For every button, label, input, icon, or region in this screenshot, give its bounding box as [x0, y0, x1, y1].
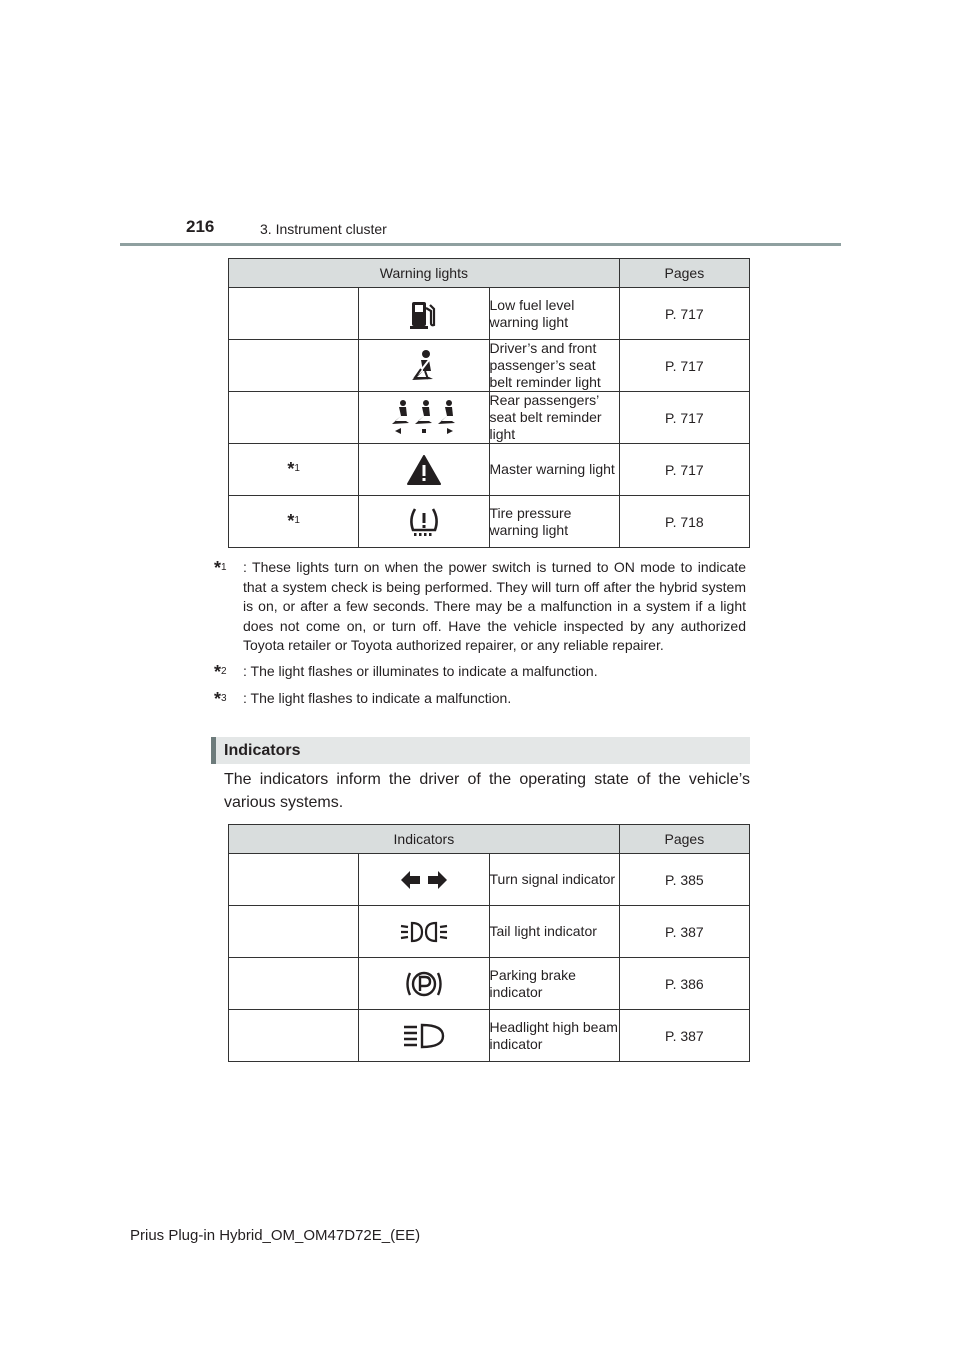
page-reference-link[interactable]: P. 385 [619, 854, 749, 906]
warning-lights-table [228, 258, 750, 548]
section-title: 3. Instrument cluster [260, 221, 387, 237]
col-header-pages: Pages [619, 259, 749, 288]
footnote-mark: *$^1$ [229, 496, 359, 548]
mark-cell [229, 854, 359, 906]
page-reference-link[interactable]: P. 717 [619, 288, 749, 340]
row-description: Tire pressure warning light [489, 496, 619, 548]
indicators-table [228, 824, 750, 1062]
table-row [229, 392, 750, 444]
table-row [229, 340, 750, 392]
page-reference-link[interactable]: P. 387 [619, 906, 749, 958]
tail-light-icon [359, 906, 489, 958]
col-header-indicators: Indicators [229, 825, 620, 854]
row-description: Master warning light [489, 444, 619, 496]
row-description: Rear passengers’ seat belt reminder light [489, 392, 619, 444]
col-header-pages: Pages [619, 825, 749, 854]
table-row [229, 1010, 750, 1062]
table-row [229, 906, 750, 958]
page-reference-link[interactable]: P. 717 [619, 392, 749, 444]
mark-cell [229, 1010, 359, 1062]
table-row [229, 496, 750, 548]
footnote-1 [214, 558, 746, 656]
footnote-text: : The light flashes or illuminates to indicate a malfunction. [243, 662, 598, 679]
master-warning-icon [359, 444, 489, 496]
footnotes [214, 558, 746, 717]
footnote-text: : These lights turn on when the power switch is turned to ON mode to indicate that a system check is being performed. They will turn off after the hybrid system is on, or after a few seconds. There may be a malfunction in a system if a light does not come on, or turn off. Have the vehicle inspected by any authorized Toyota retailer or Toyota authorized repairer, or any reliable repairer. [243, 559, 746, 653]
table-header-row [229, 825, 750, 854]
table-row [229, 854, 750, 906]
mark-cell [229, 288, 359, 340]
row-description: Turn signal indicator [489, 854, 619, 906]
row-description: Headlight high beam indicator [489, 1010, 619, 1062]
page-reference-link[interactable]: P. 718 [619, 496, 749, 548]
footnote-marker: *$^1$ [214, 558, 227, 578]
turn-signal-icon [359, 854, 489, 906]
table-row [229, 444, 750, 496]
mark-cell [229, 958, 359, 1010]
seat-belt-icon [359, 340, 489, 392]
parking-brake-icon [359, 958, 489, 1010]
header-rule [120, 243, 841, 246]
page-reference-link[interactable]: P. 386 [619, 958, 749, 1010]
footnote-2 [214, 662, 746, 684]
col-header-warning-lights: Warning lights [229, 259, 620, 288]
footer-document-id: Prius Plug-in Hybrid_OM_OM47D72E_(EE) [130, 1227, 421, 1244]
footnote-3 [214, 689, 746, 711]
table-row [229, 288, 750, 340]
row-description: Tail light indicator [489, 906, 619, 958]
table-row [229, 958, 750, 1010]
page-number: 216 [186, 217, 215, 236]
mark-cell [229, 906, 359, 958]
page-reference-link[interactable]: P. 717 [619, 340, 749, 392]
mark-cell [229, 392, 359, 444]
tire-pressure-icon [359, 496, 489, 548]
footnote-text: : The light flashes to indicate a malfunction. [243, 690, 512, 706]
table-header-row [229, 259, 750, 288]
high-beam-icon [359, 1010, 489, 1062]
indicators-heading: Indicators [211, 737, 750, 764]
footnote-marker: *$^3$ [214, 689, 227, 709]
low-fuel-icon [359, 288, 489, 340]
mark-cell [229, 340, 359, 392]
footnote-mark: *$^1$ [229, 444, 359, 496]
page-reference-link[interactable]: P. 717 [619, 444, 749, 496]
row-description: Driver’s and front passenger’s seat belt reminder light [489, 340, 619, 392]
rear-seat-belt-icon [359, 392, 489, 444]
footnote-marker: *$^2$ [214, 661, 227, 682]
row-description: Low fuel level warning light [489, 288, 619, 340]
indicators-intro: The indicators inform the driver of the operating state of the vehicle’s various systems. [224, 771, 750, 811]
row-description: Parking brake indicator [489, 958, 619, 1010]
page-reference-link[interactable]: P. 387 [619, 1010, 749, 1062]
